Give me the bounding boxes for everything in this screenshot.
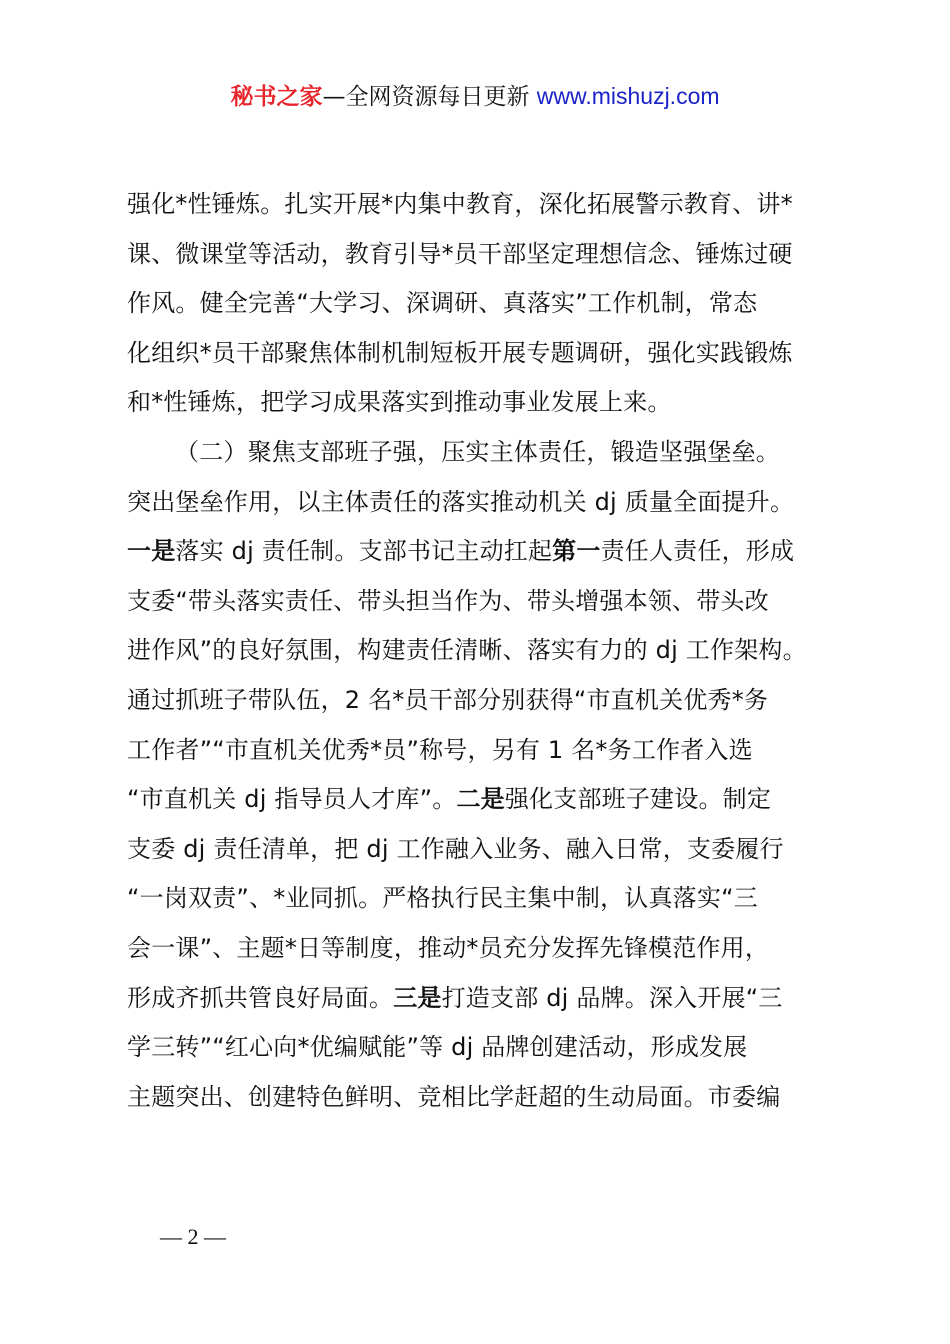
site-brand: 秘书之家	[230, 84, 323, 110]
document-body	[127, 180, 837, 1122]
page-number: — 2 —	[160, 1224, 226, 1249]
text-run: 强化支部班子建设。制定	[504, 785, 772, 814]
text-run: “市直机关 dj 指导员人才库”。	[127, 785, 457, 814]
emphasis-label: 一是	[127, 537, 176, 566]
text-line: 突出堡垒作用，以主体责任的落实推动机关 dj 质量全面提升。	[127, 487, 795, 516]
text-run: 责任人责任，形成	[600, 537, 795, 566]
text-line	[127, 974, 837, 1024]
emphasis-label: 第一	[552, 537, 601, 566]
section-heading: （二）聚焦支部班子强，压实主体责任，锻造坚强堡垒。	[175, 437, 780, 466]
text-line: 主题突出、创建特色鲜明、竞相比学赶超的生动局面。市委编	[127, 1082, 781, 1111]
text-line: 和*性锤炼，把学习成果落实到推动事业发展上来。	[127, 388, 672, 417]
text-run: 落实 dj 责任制。支部书记主动扛起	[175, 537, 553, 566]
text-line: 作风。健全完善“大学习、深调研、真落实”工作机制，常态	[127, 289, 758, 318]
text-line: 通过抓班子带队伍，2 名*员干部分别获得“市直机关优秀*务	[127, 685, 769, 714]
site-tagline: —全网资源每日更新	[322, 84, 537, 110]
text-line: 化组织*员干部聚焦体制机制短板开展专题调研，强化实践锻炼	[127, 338, 793, 367]
text-line: 支委 dj 责任清单，把 dj 工作融入业务、融入日常，支委履行	[127, 834, 784, 863]
paragraph-section-two	[127, 428, 837, 1122]
text-line: 支委“带头落实责任、带头担当作为、带头增强本领、带头改	[127, 586, 769, 615]
text-line: 会一课”、主题*日等制度，推动*员充分发挥先锋模范作用，	[127, 933, 770, 962]
text-line: 工作者”“市直机关优秀*员”称号，另有 1 名*务工作者入选	[127, 735, 753, 764]
text-line	[127, 527, 837, 577]
text-run: 打造支部 dj 品牌。深入开展“三	[441, 983, 783, 1012]
site-header	[0, 80, 950, 113]
text-line: 课、微课堂等活动，教育引导*员干部坚定理想信念、锤炼过硬	[127, 239, 793, 268]
text-line	[127, 775, 837, 825]
text-run: 形成齐抓共管良好局面。	[127, 983, 394, 1012]
site-url-link[interactable]: www.mishuzj.com	[536, 83, 720, 109]
text-line: 强化*性锤炼。扎实开展*内集中教育，深化拓展警示教育、讲*	[127, 190, 793, 218]
text-line: 学三转”“红心向*优编赋能”等 dj 品牌创建活动，形成发展	[127, 1033, 748, 1062]
text-line: 进作风”的良好氛围，构建责任清晰、落实有力的 dj 工作架构。	[127, 636, 807, 665]
paragraph-continuation	[127, 180, 837, 428]
text-line: “一岗双责”、*业同抓。严格执行民主集中制，认真落实“三	[127, 884, 758, 913]
emphasis-label: 二是	[456, 785, 505, 814]
emphasis-label: 三是	[393, 983, 442, 1012]
